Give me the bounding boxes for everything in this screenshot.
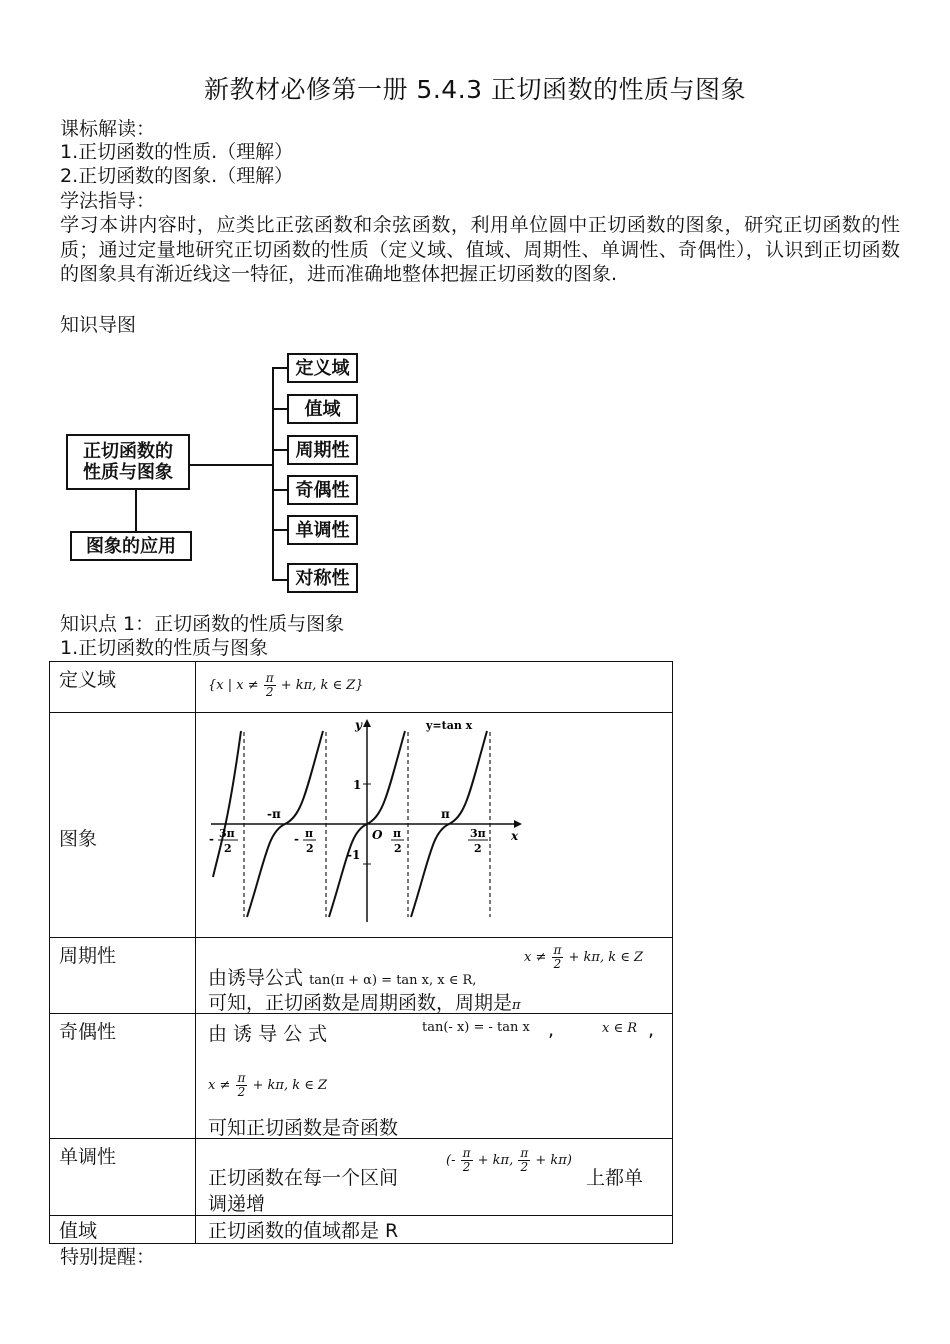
row-label: 值域 [50, 1216, 196, 1244]
table-row [50, 938, 673, 1014]
tick-label-minus-pi: -π [267, 807, 281, 821]
mindmap-root [66, 434, 190, 490]
fraction-numerator: π [520, 1146, 529, 1160]
fraction-denominator: 2 [237, 1085, 246, 1099]
properties-table [49, 661, 673, 1244]
connector-line [135, 490, 137, 532]
tick-label-minus-one: -1 [347, 848, 361, 862]
mindmap-branch: 对称性 [287, 563, 358, 593]
mono-text-1: 正切函数在每一个区间 [208, 1167, 399, 1189]
tick-label-denominator: 2 [474, 842, 482, 855]
row-content [196, 662, 673, 713]
fraction [552, 944, 564, 971]
x-axis-arrow [514, 820, 522, 828]
table-row [50, 662, 673, 713]
tick-label-numerator: 3π [219, 827, 235, 840]
formula-text: x ≠ [208, 1078, 231, 1093]
study-guide-heading: 学法指导： [60, 190, 156, 212]
parity-text-2: 可知正切函数是奇函数 [208, 1117, 399, 1139]
period-formula: tan(π + α) = tan x, x ∈ R, [309, 973, 477, 988]
page-title: 新教材必修第一册 5.4.3 正切函数的性质与图象 [203, 75, 746, 104]
fraction [236, 1072, 248, 1099]
knowledge-point-subheading: 1.正切函数的性质与图象 [60, 637, 269, 659]
fraction-numerator: π [462, 1146, 471, 1160]
formula-text: {x | x ≠ [208, 678, 259, 693]
tan-graph [206, 717, 526, 927]
comma: , [548, 1019, 555, 1041]
table-row [50, 1139, 673, 1216]
period-text: 可知，正切函数是周期函数，周期是 [208, 992, 513, 1014]
connector-line [272, 408, 288, 410]
table-row [50, 1216, 673, 1244]
mindmap-root-line: 性质与图象 [83, 462, 173, 483]
connector-line [272, 529, 288, 531]
fraction [264, 672, 276, 699]
tick-sign: - [294, 832, 299, 846]
fraction-denominator: 2 [265, 685, 274, 699]
special-note: 特别提醒： [60, 1246, 156, 1268]
formula-text: x ≠ [524, 950, 547, 965]
parity-text-1: 由 诱 导 公 式 [208, 1023, 328, 1045]
function-label: y=tan x [426, 719, 473, 732]
parity-condition [208, 1072, 327, 1099]
tick-label-numerator: π [305, 827, 314, 840]
range-text: 正切函数的值域都是 R [208, 1220, 399, 1242]
curriculum-item: 1.正切函数的性质.（理解） [60, 141, 294, 163]
formula-text: + kπ, [477, 1153, 514, 1168]
tick-label-numerator: 3π [470, 827, 486, 840]
row-content [196, 713, 673, 938]
y-axis-label: y [355, 718, 362, 732]
y-axis-arrow [363, 719, 371, 727]
study-guide-text: 学习本讲内容时，应类比正弦函数和余弦函数，利用单位圆中正切函数的图象，研究正切函数的性质；通过定量地研究正切函数的性质（定义域、值域、周期性、单调性、奇偶性），认识到正切函数的图象具有渐近线这一特征，进而准确地整体把握正切函数的图象. [60, 214, 900, 285]
row-label: 周期性 [50, 938, 196, 1014]
formula-text: + kπ, k ∈ Z [568, 950, 644, 965]
fraction-numerator: π [265, 671, 274, 685]
mindmap-root-line: 正切函数的 [83, 441, 173, 462]
mindmap-branch: 单调性 [287, 515, 358, 545]
fraction-numerator: π [553, 943, 562, 957]
connector-line [272, 367, 288, 369]
row-label: 单调性 [50, 1139, 196, 1216]
formula-text: + kπ) [535, 1153, 572, 1168]
mindmap-branch: 值域 [287, 394, 358, 424]
curriculum-heading: 课标解读： [60, 118, 156, 140]
tick-label-denominator: 2 [394, 842, 402, 855]
pi-symbol: π [512, 998, 521, 1013]
period-condition [524, 944, 643, 971]
domain-formula [208, 672, 364, 699]
row-label: 定义域 [50, 662, 196, 713]
x-axis-label: x [511, 829, 519, 843]
origin-label: O [372, 828, 383, 842]
connector-line [272, 449, 288, 451]
formula-text: + kπ, k ∈ Z [252, 1078, 328, 1093]
tick-label-pi: π [441, 807, 450, 821]
formula-text: (- [446, 1153, 456, 1168]
tick-sign: - [209, 832, 214, 846]
knowledge-point-heading: 知识点 1：正切函数的性质与图象 [60, 613, 345, 635]
fraction [461, 1147, 473, 1174]
period-line [208, 988, 521, 1015]
curriculum-item: 2.正切函数的图象.（理解） [60, 165, 294, 187]
row-label [50, 713, 196, 938]
tan-curve-branch [213, 731, 241, 877]
connector-line [272, 367, 274, 580]
formula-text: + kπ, k ∈ Z} [280, 678, 364, 693]
fraction-denominator: 2 [520, 1160, 529, 1174]
tick-label-one: 1 [353, 778, 362, 792]
mindmap-branch: 周期性 [287, 435, 358, 465]
period-line [208, 963, 476, 990]
row-content [196, 1014, 673, 1139]
mono-text-2: 上都单 [586, 1167, 644, 1189]
tick-label-numerator: π [393, 827, 402, 840]
connector-line [190, 464, 272, 466]
period-text: 由诱导公式 [208, 967, 304, 989]
parity-domain: x ∈ R [602, 1021, 638, 1036]
connector-line [272, 489, 288, 491]
mindmap-branch: 奇偶性 [287, 475, 358, 505]
row-label-text: 图象 [59, 828, 98, 850]
row-content [196, 1216, 673, 1244]
mindmap-branch: 定义域 [287, 353, 358, 383]
fraction-denominator: 2 [553, 957, 562, 971]
mono-text-3: 调递增 [208, 1193, 266, 1215]
fraction-numerator: π [237, 1071, 246, 1085]
row-content [196, 938, 673, 1014]
tick-label-denominator: 2 [224, 842, 232, 855]
connector-line [272, 579, 288, 581]
fraction [518, 1147, 530, 1174]
table-row [50, 713, 673, 938]
mono-interval [446, 1147, 572, 1174]
mindmap-heading: 知识导图 [60, 314, 137, 336]
table-row [50, 1014, 673, 1139]
row-label: 奇偶性 [50, 1014, 196, 1139]
row-content [196, 1139, 673, 1216]
tick-label-denominator: 2 [306, 842, 314, 855]
parity-formula: tan(- x) = - tan x [422, 1020, 530, 1035]
comma: , [648, 1019, 655, 1041]
mindmap-application: 图象的应用 [70, 531, 192, 561]
fraction-denominator: 2 [462, 1160, 471, 1174]
